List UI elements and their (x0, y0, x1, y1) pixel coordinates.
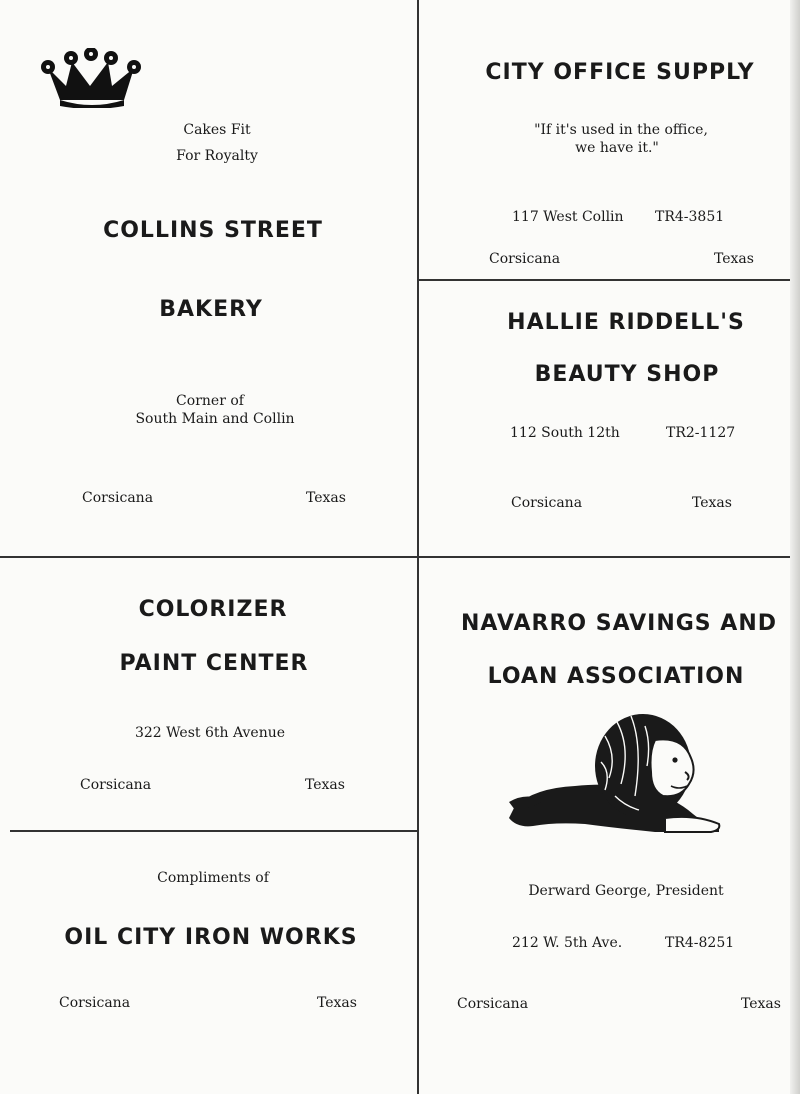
beauty-shop-phone: TR2-1127 (666, 425, 736, 441)
savings-loan-phone: TR4-8251 (665, 935, 735, 951)
paint-center-state: Texas (305, 777, 345, 793)
paint-center-city: Corsicana (80, 777, 152, 793)
beauty-shop-state: Texas (692, 495, 732, 511)
office-supply-name: CITY OFFICE SUPPLY (485, 60, 755, 85)
bakery-tagline-line2: For Royalty (176, 148, 258, 164)
savings-loan-city: Corsicana (457, 996, 529, 1012)
office-supply-address: 117 West Collin (512, 209, 624, 225)
savings-loan-address: 212 W. 5th Ave. (512, 935, 623, 951)
paint-center-name-line1: COLORIZER (138, 597, 288, 622)
office-supply-state: Texas (714, 251, 754, 267)
divider-beauty-bottom (418, 556, 800, 558)
iron-works-state: Texas (317, 995, 357, 1011)
divider-office-bottom (418, 279, 800, 281)
vertical-divider (417, 0, 419, 1094)
bakery-city: Corsicana (82, 490, 154, 506)
iron-works-name: OIL CITY IRON WORKS (64, 925, 358, 950)
bakery-name-line1: COLLINS STREET (103, 218, 323, 243)
paint-center-name-line2: PAINT CENTER (119, 651, 309, 676)
savings-loan-name-line1: NAVARRO SAVINGS AND (460, 611, 778, 636)
savings-loan-state: Texas (741, 996, 781, 1012)
iron-works-compliments: Compliments of (157, 870, 269, 886)
bakery-state: Texas (306, 490, 346, 506)
savings-loan-president: Derward George, President (528, 883, 724, 899)
office-supply-slogan-line1: "If it's used in the office, (534, 122, 708, 138)
bakery-address-line2: South Main and Collin (135, 411, 295, 427)
beauty-shop-city: Corsicana (511, 495, 583, 511)
beauty-shop-address: 112 South 12th (510, 425, 620, 441)
paint-center-address: 322 West 6th Avenue (134, 725, 286, 741)
bakery-tagline-line1: Cakes Fit (183, 122, 251, 138)
savings-loan-name-line2: LOAN ASSOCIATION (487, 664, 745, 689)
page-edge-shadow (790, 0, 800, 1094)
beauty-shop-name-line2: BEAUTY SHOP (534, 362, 720, 387)
crown-icon (38, 48, 142, 108)
bakery-address-line1: Corner of (176, 393, 244, 409)
office-supply-city: Corsicana (489, 251, 561, 267)
lion-icon (505, 706, 727, 834)
bakery-name-line2: BAKERY (159, 297, 263, 322)
beauty-shop-name-line1: HALLIE RIDDELL'S (507, 310, 745, 335)
divider-paint-bottom (10, 830, 418, 832)
divider-bakery-bottom (0, 556, 418, 558)
office-supply-slogan-line2: we have it." (575, 140, 659, 156)
iron-works-city: Corsicana (59, 995, 131, 1011)
office-supply-phone: TR4-3851 (655, 209, 725, 225)
